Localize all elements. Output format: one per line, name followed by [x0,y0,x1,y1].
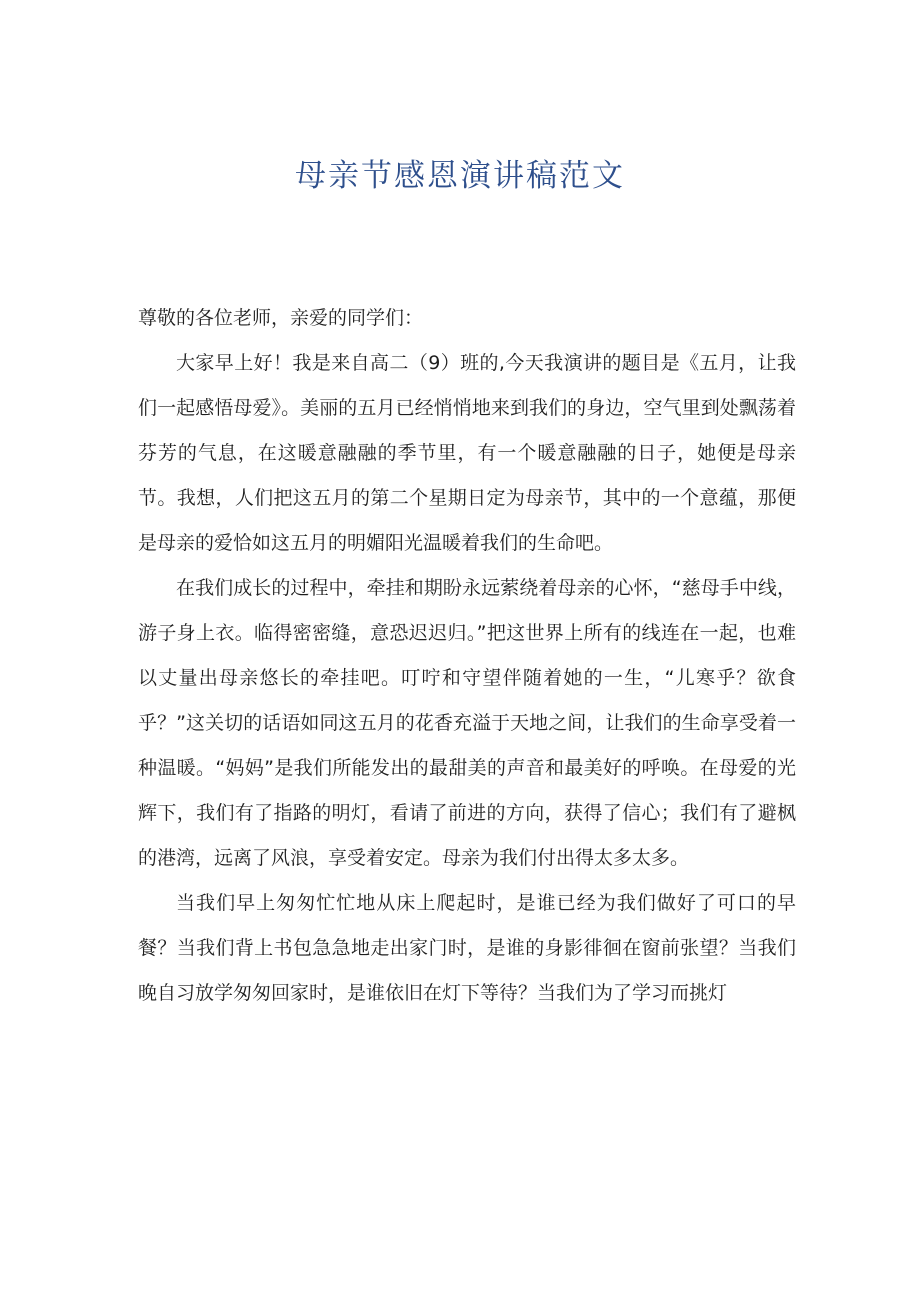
paragraph-2: 在我们成长的过程中，牵挂和期盼永远萦绕着母亲的心怀，“慈母手中线，游子身上衣。临得密密缝，意恐迟迟归。”把这世界上所有的线连在一起，也难以丈量出母亲悠长的牵挂吧。叮咛和守望伴随着她的一生，“儿寒乎？欲食乎？”这关切的话语如同这五月的花香充溢于天地之间，让我们的生命享受着一种温暖。“妈妈”是我们所能发出的最甜美的声音和最美好的呼唤。在母爱的光辉下，我们有了指路的明灯，看请了前进的方向，获得了信心；我们有了避枫的港湾，远离了风浪，享受着安定。母亲为我们付出得太多太多。 [138,577,796,869]
paragraph-1: 大家早上好！我是来自高二（9）班的,今天我演讲的题目是《五月，让我们一起感悟母爱》。美丽的五月已经悄悄地来到我们的身边，空气里到处飘荡着芬芳的气息，在这暖意融融的季节里，有一个暖意融融的日子，她便是母亲节。我想，人们把这五月的第二个星期日定为母亲节，其中的一个意蕴，那便是母亲的爱恰如这五月的明媚阳光温暖着我们的生命吧。 [138,352,796,554]
greeting-line: 尊敬的各位老师，亲爱的同学们： [138,307,424,329]
document-title: 母亲节感恩演讲稿范文 [295,158,625,194]
document-body [138,296,796,1016]
paragraph-3: 当我们早上匆匆忙忙地从床上爬起时，是谁已经为我们做好了可口的早餐？当我们背上书包急急地走出家门时，是谁的身影徘徊在窗前张望？当我们晚自习放学匆匆回家时，是谁依旧在灯下等待？当我们为了学习而挑灯 [138,892,796,1004]
